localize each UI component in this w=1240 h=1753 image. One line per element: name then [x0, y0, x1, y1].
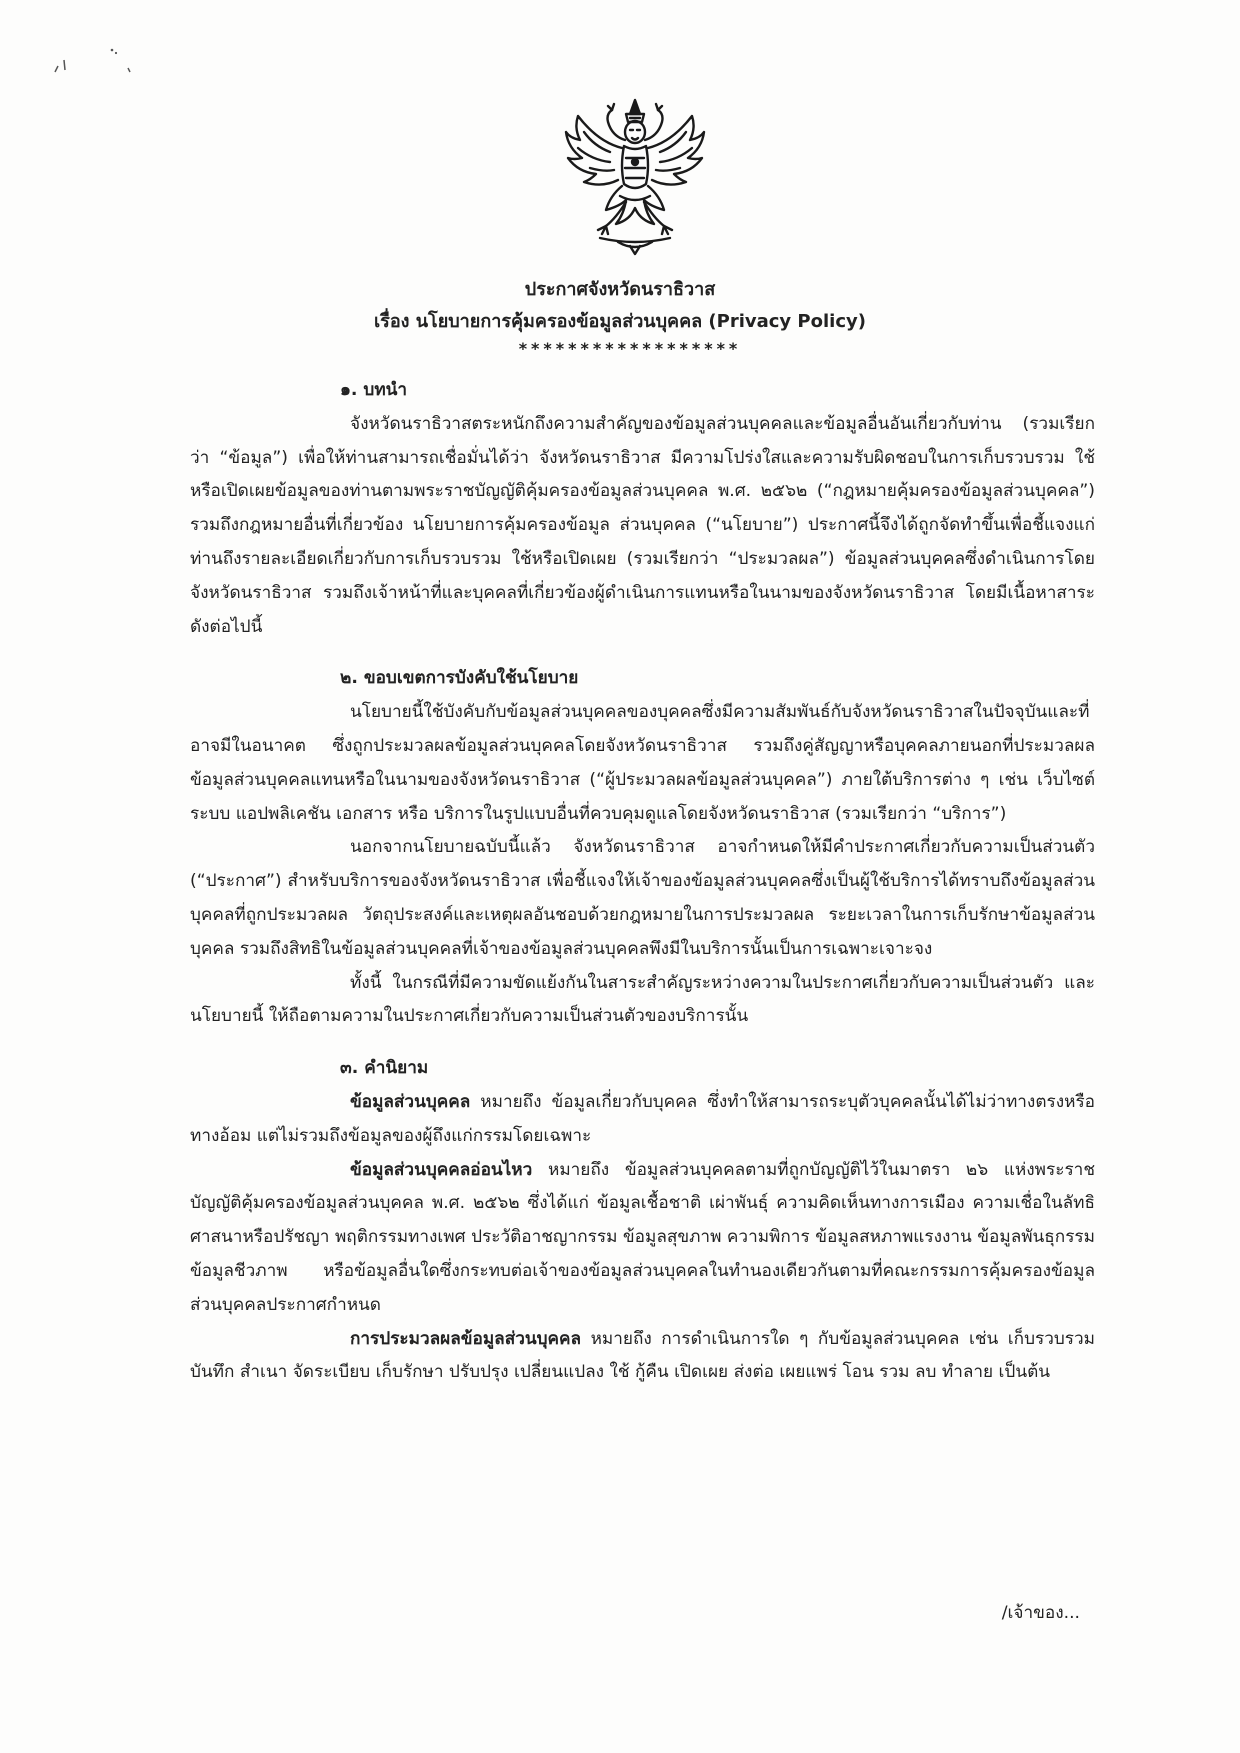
- definition-term: ข้อมูลส่วนบุคคล: [350, 1091, 471, 1112]
- document-title-block: [0, 274, 1240, 360]
- garuda-emblem-icon: [560, 96, 710, 256]
- scope-paragraph-3: ทั้งนี้ ในกรณีที่มีความขัดแย้งกันในสาระสำคัญระหว่างความในประกาศเกี่ยวกับความเป็นส่วนตัว และนโยบายนี้ ให้ถือตามความในประกาศเกี่ยวกับความเป็นส่วนตัวของบริการนั้น: [190, 972, 1095, 1027]
- continuation-marker: /เจ้าของ...: [1001, 1603, 1080, 1623]
- introduction-paragraph: จังหวัดนราธิวาสตระหนักถึงความสำคัญของข้อมูลส่วนบุคคลและข้อมูลอื่นอันเกี่ยวกับท่าน (รวมเรียกว่า “ข้อมูล”) เพื่อให้ท่านสามารถเชื่อมั่นได้ว่า จังหวัดนราธิวาส มีความโปร่งใสและความรับผิดชอบในการเก็บรวบรวม ใช้หรือเปิดเผยข้อมูลของท่านตามพระราชบัญญัติคุ้มครองข้อมูลส่วนบุคคล พ.ศ. ๒๕๖๒ (“กฎหมายคุ้มครองข้อมูลส่วนบุคคล”) รวมถึงกฎหมายอื่นที่เกี่ยวข้อง นโยบายการคุ้มครองข้อมูล ส่วนบุคคล (“นโยบาย”) ประกาศนี้จึงได้ถูกจัดทำขึ้นเพื่อชี้แจงแก่ท่านถึงรายละเอียดเกี่ยวกับการเก็บรวบรวม ใช้หรือเปิดเผย (รวมเรียกว่า “ประมวลผล”) ข้อมูลส่วนบุคคลซึ่งดำเนินการโดยจังหวัดนราธิวาส รวมถึงเจ้าหน้าที่และบุคคลที่เกี่ยวข้องผู้ดำเนินการแทนหรือในนามของจังหวัดนราธิวาส โดยมีเนื้อหาสาระดังต่อไปนี้: [190, 413, 1095, 637]
- section-heading-definitions: ๓. คำนิยาม: [340, 1058, 429, 1079]
- definition-personal-data: [190, 1086, 1095, 1154]
- definition-text: หมายถึง ข้อมูลส่วนบุคคลตามที่ถูกบัญญัติไว้ในมาตรา ๒๖ แห่งพระราชบัญญัติคุ้มครองข้อมูลส่วนบุคคล พ.ศ. ๒๕๖๒ ซึ่งได้แก่ ข้อมูลเชื้อชาติ เผ่าพันธุ์ ความคิดเห็นทางการเมือง ความเชื่อในลัทธิ ศาสนาหรือปรัชญา พฤติกรรมทางเพศ ประวัติอาชญากรรม ข้อมูลสุขภาพ ความพิการ ข้อมูลสหภาพแรงงาน ข้อมูลพันธุกรรม ข้อมูลชีวภาพ หรือข้อมูลอื่นใดซึ่งกระทบต่อเจ้าของข้อมูลส่วนบุคคลในทำนองเดียวกันตามที่คณะกรรมการคุ้มครองข้อมูลส่วนบุคคลประกาศกำหนด: [190, 1159, 1095, 1315]
- definition-data-processing: [190, 1323, 1095, 1391]
- scope-paragraph-2: นอกจากนโยบายฉบับนี้แล้ว จังหวัดนราธิวาส อาจกำหนดให้มีคำประกาศเกี่ยวกับความเป็นส่วนตัว (“ประกาศ”) สำหรับบริการของจังหวัดนราธิวาส เพื่อชี้แจงให้เจ้าของข้อมูลส่วนบุคคลซึ่งเป็นผู้ใช้บริการได้ทราบถึงข้อมูลส่วนบุคคลที่ถูกประมวลผล วัตถุประสงค์และเหตุผลอันชอบด้วยกฎหมายในการประมวลผล ระยะเวลาในการเก็บรักษาข้อมูลส่วนบุคคล รวมถึงสิทธิในข้อมูลส่วนบุคคลที่เจ้าของข้อมูลส่วนบุคคลพึงมีในบริการนั้นเป็นการเฉพาะเจาะจง: [190, 837, 1095, 959]
- document-subject: เรื่อง นโยบายการคุ้มครองข้อมูลส่วนบุคคล (Privacy Policy): [374, 311, 866, 332]
- definition-sensitive-data: [190, 1154, 1095, 1323]
- title-separator: ******************: [518, 339, 742, 358]
- document-title: ประกาศจังหวัดนราธิวาส: [524, 279, 716, 300]
- section-heading-scope: ๒. ขอบเขตการบังคับใช้นโยบาย: [340, 668, 579, 689]
- section-heading-introduction: ๑. บทนำ: [340, 380, 408, 400]
- scan-speck-marks: [50, 40, 170, 90]
- definition-text: หมายถึง การดำเนินการใด ๆ กับข้อมูลส่วนบุคคล เช่น เก็บรวบรวม บันทึก สำเนา จัดระเบียบ เก็บรักษา ปรับปรุง เปลี่ยนแปลง ใช้ กู้คืน เปิดเผย ส่งต่อ เผยแพร่ โอน รวม ลบ ทำลาย เป็นต้น: [190, 1328, 1095, 1383]
- definition-term: ข้อมูลส่วนบุคคลอ่อนไหว: [350, 1159, 533, 1180]
- scope-paragraph-1: นโยบายนี้ใช้บังคับกับข้อมูลส่วนบุคคลของบุคคลซึ่งมีความสัมพันธ์กับจังหวัดนราธิวาสในปัจจุบันและที่อาจมีในอนาคต ซึ่งถูกประมวลผลข้อมูลส่วนบุคคลโดยจังหวัดนราธิวาส รวมถึงคู่สัญญาหรือบุคคลภายนอกที่ประมวลผลข้อมูลส่วนบุคคลแทนหรือในนามของจังหวัดนราธิวาส (“ผู้ประมวลผลข้อมูลส่วนบุคคล”) ภายใต้บริการต่าง ๆ เช่น เว็บไซต์ ระบบ แอปพลิเคชัน เอกสาร หรือ บริการในรูปแบบอื่นที่ควบคุมดูแลโดยจังหวัดนราธิวาส (รวมเรียกว่า “บริการ”): [190, 702, 1095, 824]
- definition-term: การประมวลผลข้อมูลส่วนบุคคล: [350, 1328, 582, 1349]
- document-body: [190, 374, 1095, 1390]
- definition-text: หมายถึง ข้อมูลเกี่ยวกับบุคคล ซึ่งทำให้สามารถระบุตัวบุคคลนั้นได้ไม่ว่าทางตรงหรือทางอ้อม แต่ไม่รวมถึงข้อมูลของผู้ถึงแก่กรรมโดยเฉพาะ: [190, 1091, 1095, 1146]
